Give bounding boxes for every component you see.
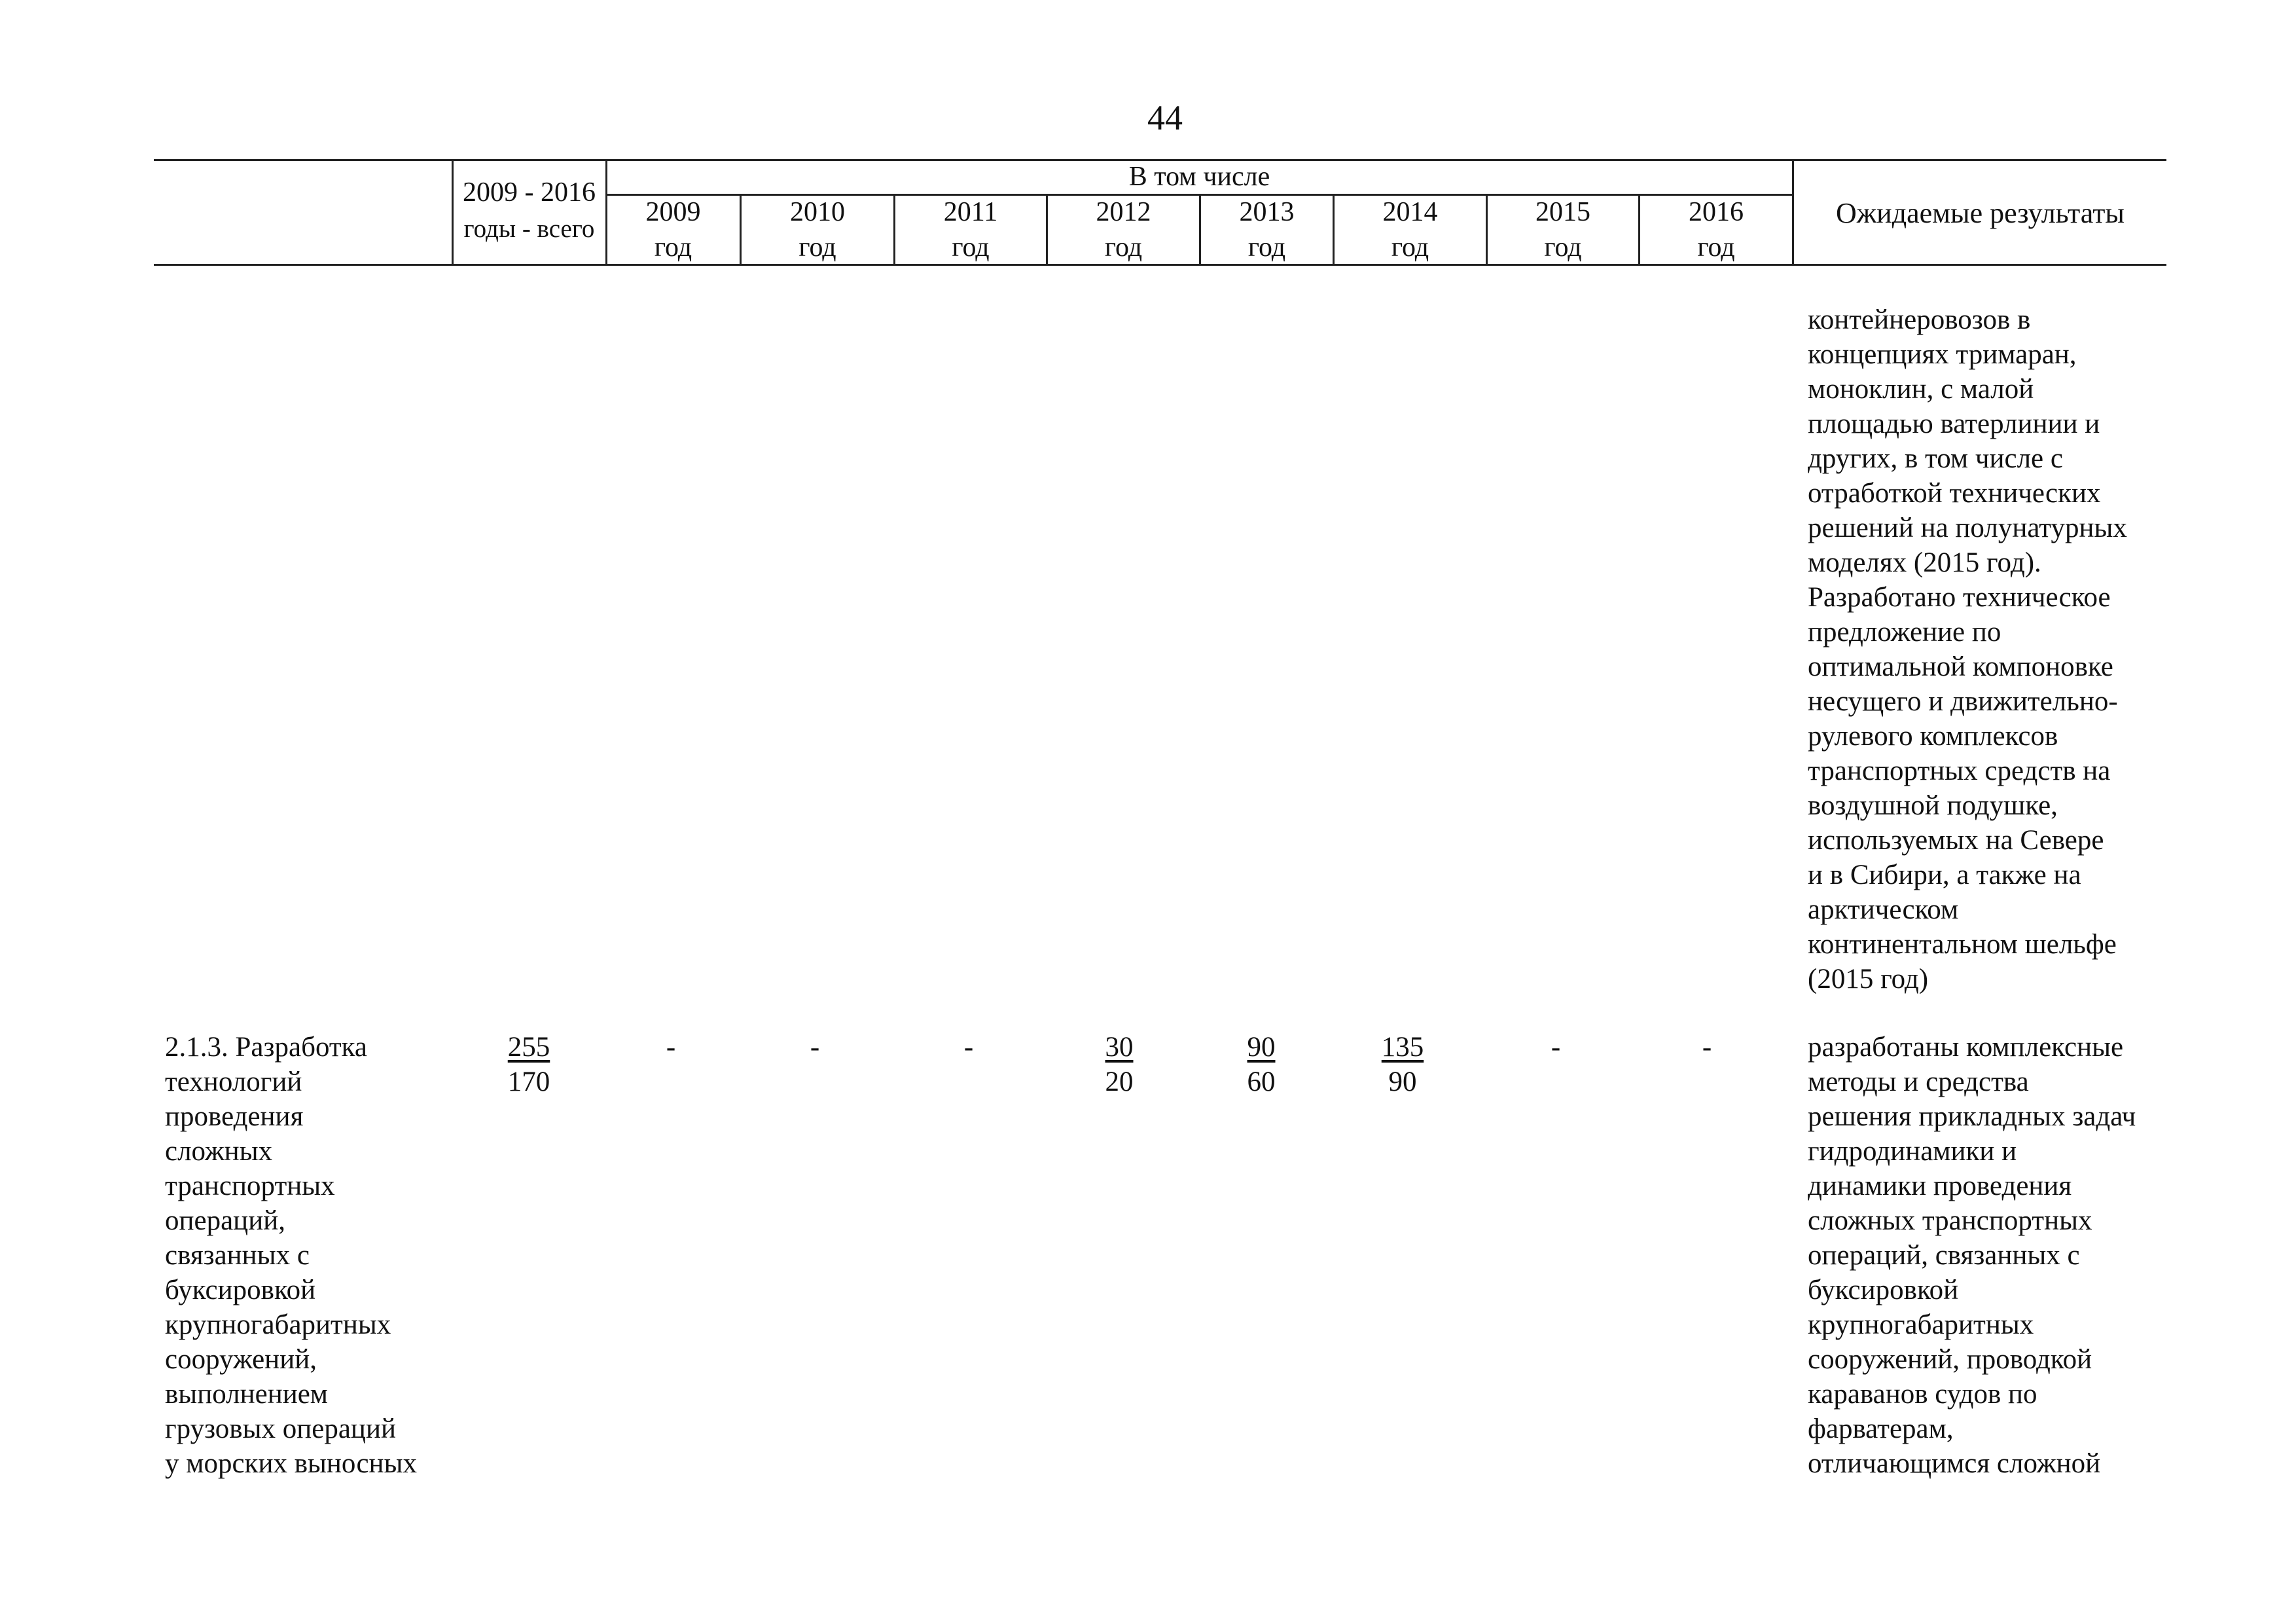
year-2014-value-secondary: 90 <box>1388 1067 1417 1097</box>
year-header-2014: 2014 <box>1382 197 1438 227</box>
row-results-text: разработаны комплексные методы и средства решения прикладных задач гидродинамики и динамики проведения сложных транспортных операций, связанных с буксировкой крупногабаритных сооружений, проводкой караванов судов по фарватерам, отличающимся сложной <box>1808 1032 2136 1479</box>
year-header-2016: 2016 <box>1689 197 1744 227</box>
total-value-secondary: 170 <box>507 1067 550 1097</box>
year-unit: год <box>654 232 692 263</box>
year-2012-value-secondary: 20 <box>1105 1067 1134 1097</box>
year-2013-value: 90 <box>1247 1032 1276 1063</box>
total-value: 255 <box>507 1032 550 1063</box>
page-number: 44 <box>1147 98 1183 137</box>
year-2010-value: - <box>810 1032 820 1063</box>
year-2014-value: 135 <box>1381 1032 1424 1063</box>
year-unit: год <box>952 232 990 263</box>
year-2012-value: 30 <box>1105 1032 1134 1063</box>
year-header-2015: 2015 <box>1535 197 1590 227</box>
year-unit: год <box>1247 232 1286 263</box>
row-total <box>490 1030 568 1099</box>
including-header: В том числе <box>1128 162 1270 192</box>
year-unit: год <box>1544 232 1582 263</box>
total-header-line2: годы - всего <box>463 215 595 243</box>
year-unit: год <box>1104 232 1143 263</box>
year-header-2012: 2012 <box>1096 197 1151 227</box>
year-2009-value: - <box>666 1032 676 1063</box>
year-unit: год <box>1697 232 1735 263</box>
row-name: 2.1.3. Разработка технологий проведения сложных транспортных операций, связанных с буксировкой крупногабаритных сооружений, выполнением грузовых операций у морских выносных <box>165 1032 417 1479</box>
year-2012-cell <box>1080 1030 1158 1099</box>
year-2016-value: - <box>1702 1032 1712 1063</box>
year-2013-cell <box>1222 1030 1300 1099</box>
year-header-2013: 2013 <box>1239 197 1295 227</box>
year-unit: год <box>798 232 836 263</box>
year-header-2009: 2009 <box>645 197 701 227</box>
year-2014-cell <box>1363 1030 1442 1099</box>
expected-results-header: Ожидаемые результаты <box>1836 197 2125 229</box>
year-2013-value-secondary: 60 <box>1247 1067 1276 1097</box>
year-header-2010: 2010 <box>790 197 845 227</box>
year-2011-value: - <box>963 1032 974 1063</box>
year-2015-value: - <box>1551 1032 1561 1063</box>
year-unit: год <box>1391 232 1429 263</box>
year-header-2011: 2011 <box>943 197 998 227</box>
total-header-line1: 2009 - 2016 <box>463 177 596 208</box>
continuation-results-text: контейнеровозов в концепциях тримаран, моноклин, с малой площадью ватерлинии и других, в том числе с отработкой технических решений на полунатурных моделях (2015 год). Разработано техническое предложение по оптимальной компоновке несущего и движительно- рулевого комплексов транспортных средств на воздушной подушке, используемых на Севере и в Сибири, а также на арктическом континентальном шельфе (2015 год) <box>1808 304 2127 994</box>
